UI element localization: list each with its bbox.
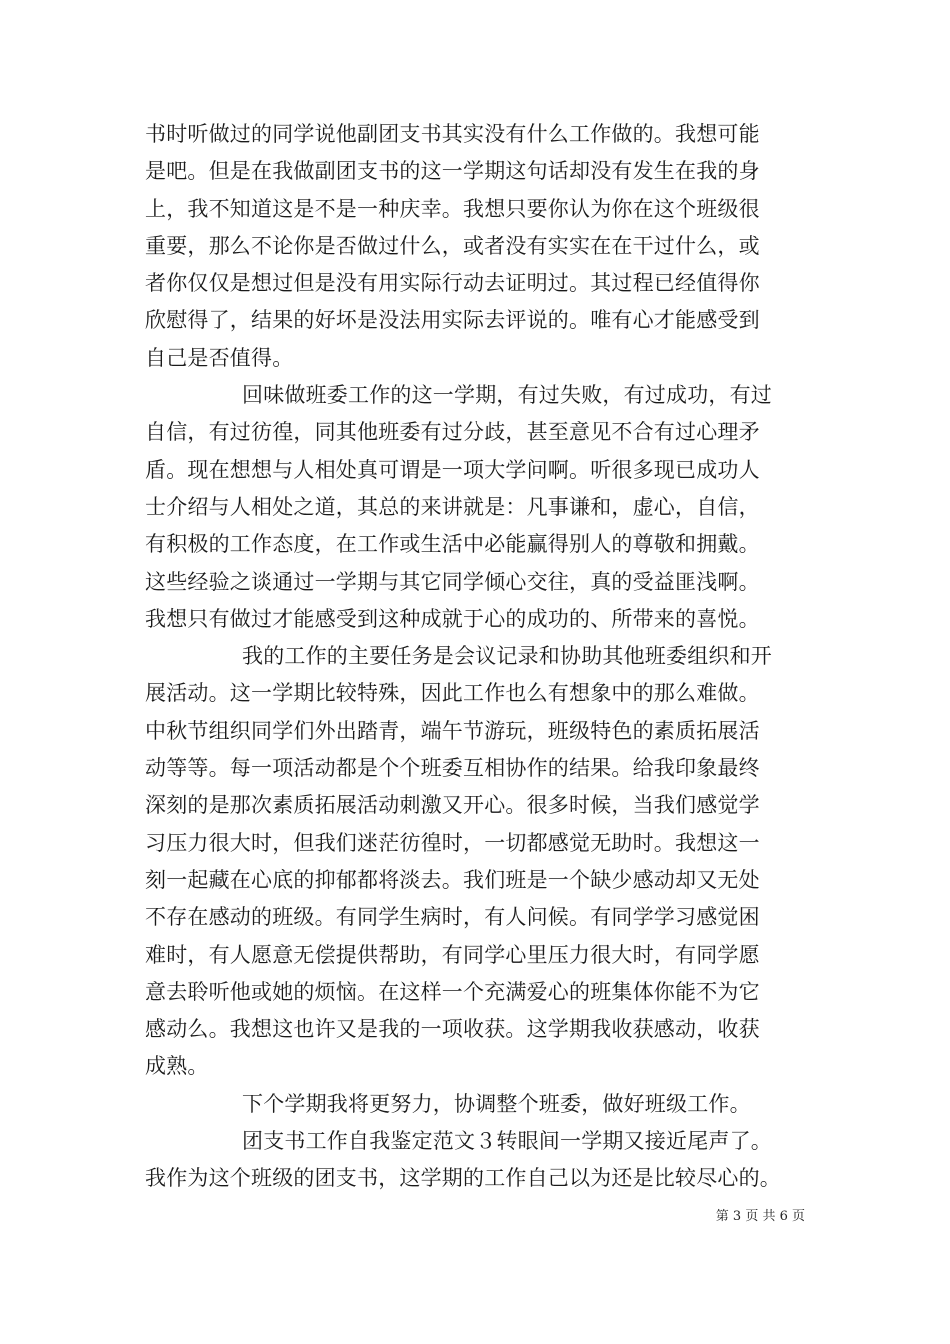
text-line: 深刻的是那次素质拓展活动刺激又开心。很多时候，当我们感觉学 — [145, 793, 760, 818]
text-line: 有积极的工作态度，在工作或生活中必能赢得别人的尊敬和拥戴。 — [145, 532, 760, 557]
text-line: 欣慰得了，结果的好坏是没法用实际去评说的。唯有心才能感受到 — [145, 308, 760, 333]
text-line: 我想只有做过才能感受到这种成就于心的成功的、所带来的喜悦。 — [145, 606, 760, 631]
text-line: 不存在感动的班级。有同学生病时，有人问候。有同学学习感觉困 — [145, 905, 760, 930]
page-footer: 第 3 页 共 6 页 — [715, 1209, 805, 1224]
text-line: 回味做班委工作的这一学期，有过失败，有过成功，有过 — [242, 383, 772, 408]
text-line: 成熟。 — [145, 1054, 209, 1079]
text-line: 士介绍与人相处之道，其总的来讲就是：凡事谦和，虚心，自信， — [145, 494, 760, 519]
text-line: 动等等。每一项活动都是个个班委互相协作的结果。给我印象最终 — [145, 756, 760, 781]
text-line: 盾。现在想想与人相处真可谓是一项大学问啊。听很多现已成功人 — [145, 457, 760, 482]
text-line: 自己是否值得。 — [145, 345, 294, 370]
text-line: 上，我不知道这是不是一种庆幸。我想只要你认为你在这个班级很 — [145, 196, 760, 221]
text-line: 这些经验之谈通过一学期与其它同学倾心交往，真的受益匪浅啊。 — [145, 569, 760, 594]
text-line: 展活动。这一学期比较特殊，因此工作也么有想象中的那么难做。 — [145, 681, 760, 706]
text-line: 意去聆听他或她的烦恼。在这样一个充满爱心的班集体你能不为它 — [145, 979, 760, 1004]
text-line: 书时听做过的同学说他副团支书其实没有什么工作做的。我想可能 — [145, 122, 760, 146]
text-line: 者你仅仅是想过但是没有用实际行动去证明过。其过程已经值得你 — [145, 271, 760, 296]
text-line: 我作为这个班级的团支书，这学期的工作自己以为还是比较尽心的。 — [145, 1166, 781, 1191]
text-line: 下个学期我将更努力，协调整个班委，做好班级工作。 — [242, 1091, 751, 1116]
text-line: 重要，那么不论你是否做过什么，或者没有实实在在干过什么，或 — [145, 233, 760, 258]
text-line: 习压力很大时，但我们迷茫彷徨时，一切都感觉无助时。我想这一 — [145, 830, 760, 855]
text-line: 团支书工作自我鉴定范文３转眼间一学期又接近尾声了。 — [242, 1129, 772, 1154]
text-line: 中秋节组织同学们外出踏青，端午节游玩，班级特色的素质拓展活 — [145, 718, 760, 743]
text-line: 是吧。但是在我做副团支书的这一学期这句话却没有发生在我的身 — [145, 159, 760, 184]
text-line: 自信，有过彷徨，同其他班委有过分歧，甚至意见不合有过心理矛 — [145, 420, 760, 445]
text-line: 感动么。我想这也许又是我的一项收获。这学期我收获感动，收获 — [145, 1017, 760, 1042]
text-line: 难时，有人愿意无偿提供帮助，有同学心里压力很大时，有同学愿 — [145, 942, 760, 967]
text-line: 我的工作的主要任务是会议记录和协助其他班委组织和开 — [242, 644, 772, 669]
text-line: 刻一起藏在心底的抑郁都将淡去。我们班是一个缺少感动却又无处 — [145, 867, 760, 892]
document-body — [145, 116, 821, 1198]
